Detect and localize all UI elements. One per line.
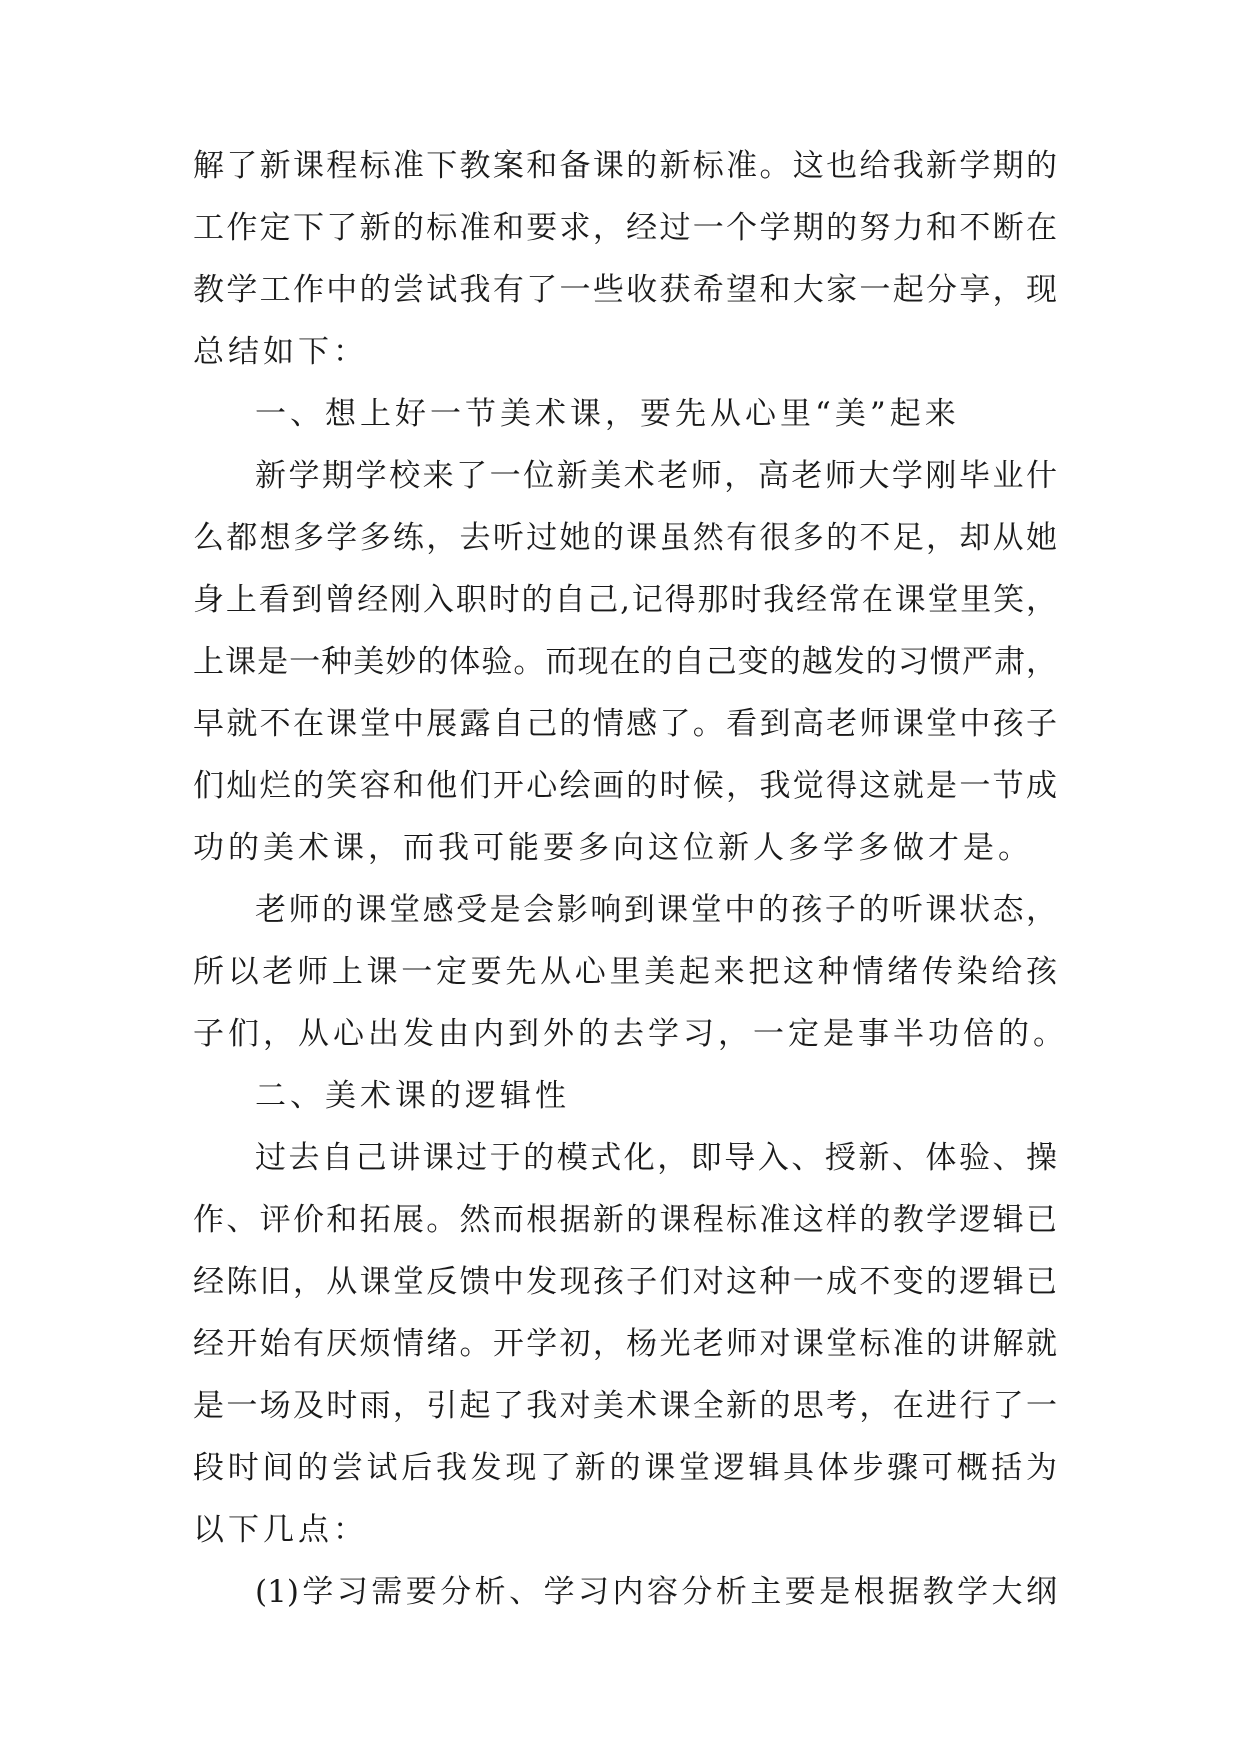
text-line: 么都想多学多练，去听过她的课虽然有很多的不足，却从她 — [193, 520, 1057, 556]
section-heading: 二、美术课的逻辑性 — [255, 1078, 570, 1114]
text-line: 过去自己讲课过于的模式化，即导入、授新、体验、操 — [255, 1140, 1057, 1176]
text-line: 经开始有厌烦情绪。开学初，杨光老师对课堂标准的讲解就 — [193, 1326, 1057, 1362]
text-line: 早就不在课堂中展露自己的情感了。看到高老师课堂中孩子 — [193, 706, 1057, 742]
text-line: 经陈旧，从课堂反馈中发现孩子们对这种一成不变的逻辑已 — [193, 1264, 1057, 1300]
text-line: 老师的课堂感受是会影响到课堂中的孩子的听课状态， — [255, 892, 1057, 928]
text-line: 段时间的尝试后我发现了新的课堂逻辑具体步骤可概括为 — [193, 1450, 1057, 1486]
text-line: 们灿烂的笑容和他们开心绘画的时候，我觉得这就是一节成 — [193, 768, 1057, 804]
text-line: 工作定下了新的标准和要求，经过一个学期的努力和不断在 — [193, 210, 1057, 246]
text-line: 以下几点： — [193, 1512, 368, 1548]
text-line: 是一场及时雨，引起了我对美术课全新的思考，在进行了一 — [193, 1388, 1057, 1424]
section-heading: 一、想上好一节美术课，要先从心里“美”起来 — [255, 396, 960, 432]
text-line: 教学工作中的尝试我有了一些收获希望和大家一起分享，现 — [193, 272, 1057, 308]
text-line: 上课是一种美妙的体验。而现在的自己变的越发的习惯严肃， — [193, 644, 1057, 680]
text-line: 解了新课程标准下教案和备课的新标准。这也给我新学期的 — [193, 148, 1057, 184]
text-line: 新学期学校来了一位新美术老师，高老师大学刚毕业什 — [255, 458, 1057, 494]
text-line: 作、评价和拓展。然而根据新的课程标准这样的教学逻辑已 — [193, 1202, 1057, 1238]
text-line: 功的美术课，而我可能要多向这位新人多学多做才是。 — [193, 830, 1033, 866]
text-line: 总结如下： — [193, 334, 368, 370]
text-line: (1)学习需要分析、学习内容分析主要是根据教学大纲 — [255, 1574, 1057, 1610]
text-line: 子们，从心出发由内到外的去学习，一定是事半功倍的。 — [193, 1016, 1068, 1052]
text-line: 身上看到曾经刚入职时的自己,记得那时我经常在课堂里笑， — [193, 582, 1057, 618]
text-line: 所以老师上课一定要先从心里美起来把这种情绪传染给孩 — [193, 954, 1057, 990]
